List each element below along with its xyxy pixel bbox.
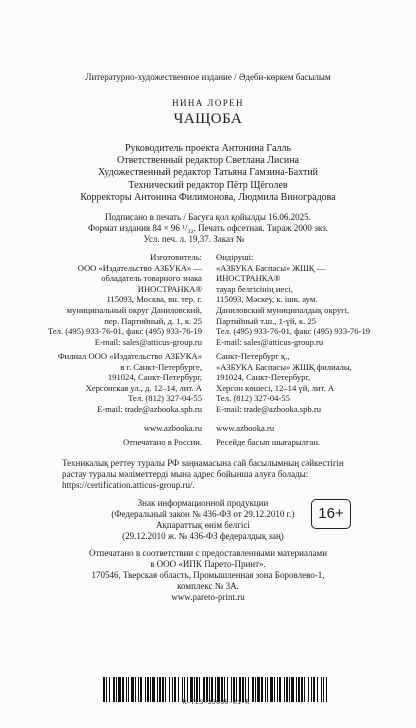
book-title: ЧАЩОБА bbox=[173, 111, 243, 127]
publisher-kz-line: E-mail: sales@atticus-group.ru bbox=[216, 336, 324, 347]
branch-kz-line: E-mail: trade@azbooka.spb.ru bbox=[216, 403, 322, 414]
publisher-kz-line: тауар белгісінің иесі, bbox=[216, 283, 293, 294]
publisher-ru bbox=[16, 252, 202, 347]
branch-ru-line: Тел. (812) 327-04-55 bbox=[128, 393, 202, 404]
publisher-kz-line: «АЗБУКА Баспасы» ЖШҚ — bbox=[216, 262, 326, 273]
branch-ru-line: 191024, Санкт-Петербург, bbox=[107, 372, 202, 383]
printer-line: 170546, Тверская область, Промышленная зона Боровлево-1, bbox=[91, 570, 325, 580]
branch-kz-line: Тел. (812) 327-04-55 bbox=[216, 393, 290, 404]
publisher-ru-line: E-mail: sales@atticus-group.ru bbox=[94, 336, 202, 347]
publisher-kz bbox=[216, 252, 406, 347]
info-sign-line: (29.12.2010 ж. № 436-ФЗ федералдық заң) bbox=[122, 531, 284, 541]
publisher-kz-line: Партийный т.ш., 1-үй, к. 25 bbox=[216, 315, 317, 326]
branch-kz-line: Херсон көшесі, 12–14 үй, лит. А bbox=[216, 382, 335, 393]
printer-line: комплекс № 3А. bbox=[177, 581, 239, 591]
info-sign-line: Ақпараттық өнім белгісі bbox=[156, 520, 250, 530]
imprint-line: Усл. печ. л. 19,37. Заказ № bbox=[143, 234, 245, 244]
branch-kz-line: Санкт-Петербург қ., bbox=[216, 351, 290, 361]
age-rating-badge: 16+ bbox=[311, 499, 351, 529]
printed-ru: Отпечатано в России. bbox=[122, 437, 202, 447]
credit-line: Руководитель проекта Антонина Галль bbox=[124, 143, 292, 154]
credit-line: Ответственный редактор Светлана Лисина bbox=[117, 155, 299, 167]
branch-ru bbox=[16, 351, 202, 415]
credit-line: Технический редактор Пётр Щёголев bbox=[128, 179, 288, 191]
publisher-ru-line: Изготовитель: bbox=[150, 252, 202, 262]
tech-regulation-line: Техникалық реттеу туралы РФ заңнамасына сай басылымның сәйкестігін bbox=[62, 458, 344, 468]
publisher-ru-line: муниципальный округ Даниловский, bbox=[66, 304, 202, 315]
website-kz-block bbox=[216, 423, 406, 434]
imprint-block bbox=[0, 212, 416, 245]
tech-regulation-block bbox=[62, 458, 344, 491]
publisher-ru-line: пер. Партийный, д. 1, к. 25 bbox=[104, 315, 202, 326]
info-sign-line: Знак информационной продукции bbox=[137, 498, 269, 508]
printed-ru-block bbox=[16, 437, 202, 448]
publisher-kz-line: 115093, Мәскеу, к. ішк. аум. bbox=[216, 294, 318, 305]
branch-ru-line: в г. Санкт-Петербурге, bbox=[120, 361, 202, 372]
printer-line: Отпечатано в соответствии с предоставленными материалами bbox=[88, 548, 328, 558]
author-name: НИНА ЛОРЕН bbox=[172, 98, 244, 108]
branch-kz-line: «АЗБУКА Баспасы» ЖШҚ филиалы, bbox=[216, 361, 352, 372]
publisher-ru-line: ООО «Издательство АЗБУКА» — bbox=[77, 262, 202, 273]
printed-kz-block bbox=[216, 437, 406, 448]
credit-line: Корректоры Антонина Филимонова, Людмила Виноградова bbox=[80, 191, 336, 203]
branch-kz-line: 191024, Санкт-Петербург, bbox=[216, 372, 311, 383]
printer-line: в ООО «ИПК Парето-Принт». bbox=[150, 559, 266, 569]
certification-link[interactable]: https://certification.atticus-group.ru/. bbox=[62, 480, 195, 490]
barcode-code: R-TLS-35688-01-R bbox=[182, 699, 250, 706]
info-sign-line: (Федеральный закон № 436-ФЗ от 29.12.2010 г.) bbox=[111, 509, 295, 519]
publisher-ru-line: ИНОСТРАНКА® bbox=[137, 283, 202, 294]
credits-block bbox=[0, 143, 416, 204]
branch-kz bbox=[216, 351, 406, 415]
edition-type: Литературно-художественное издание / Әдеби-көркем басылым bbox=[85, 72, 331, 82]
branch-ru-line: Филиал ООО «Издательство АЗБУКА» bbox=[57, 351, 202, 361]
publisher-ru-line: обладатель товарного знака bbox=[101, 273, 202, 284]
tech-regulation-line: растау туралы мәліметтерді мына адрес бойынша алуға болады: bbox=[62, 469, 309, 479]
printer-link[interactable]: www.pareto-print.ru bbox=[171, 592, 245, 602]
info-sign-block bbox=[103, 498, 303, 542]
publisher-kz-line: ИНОСТРАНКА® bbox=[216, 273, 281, 284]
printer-block bbox=[0, 548, 416, 603]
credit-line: Художественный редактор Татьяна Гамзина-Бахтий bbox=[97, 167, 319, 179]
publisher-kz-line: Тел. (495) 933-76-01, факс (495) 933-76-19 bbox=[216, 326, 371, 337]
website-kz-link[interactable]: www.azbooka.ru bbox=[216, 423, 275, 433]
publisher-kz-line: Даниловский муниципалдық округі, bbox=[216, 304, 350, 315]
publisher-ru-line: Тел. (495) 933-76-01, факс (495) 933-76-19 bbox=[47, 326, 202, 337]
publisher-kz-line: Өндіруші: bbox=[216, 252, 254, 262]
branch-ru-line: Херсонская ул., д. 12–14, лит. А bbox=[85, 382, 202, 393]
website-ru-link[interactable]: www.azbooka.ru bbox=[143, 423, 202, 433]
imprint-line: Подписано в печать / Басуға қол қойылды 16.06.2025. bbox=[105, 212, 311, 222]
publisher-ru-line: 115093, Москва, вн. тер. г. bbox=[106, 294, 202, 305]
branch-ru-line: E-mail: trade@azbooka.spb.ru bbox=[96, 403, 202, 414]
website-ru-block bbox=[16, 423, 202, 434]
imprint-line: Формат издания 84 × 96 ¹/₃₂. Печать офсетная. Тираж 2000 экз. bbox=[87, 223, 329, 233]
printed-kz: Ресейде басып шығарылған. bbox=[216, 437, 321, 447]
